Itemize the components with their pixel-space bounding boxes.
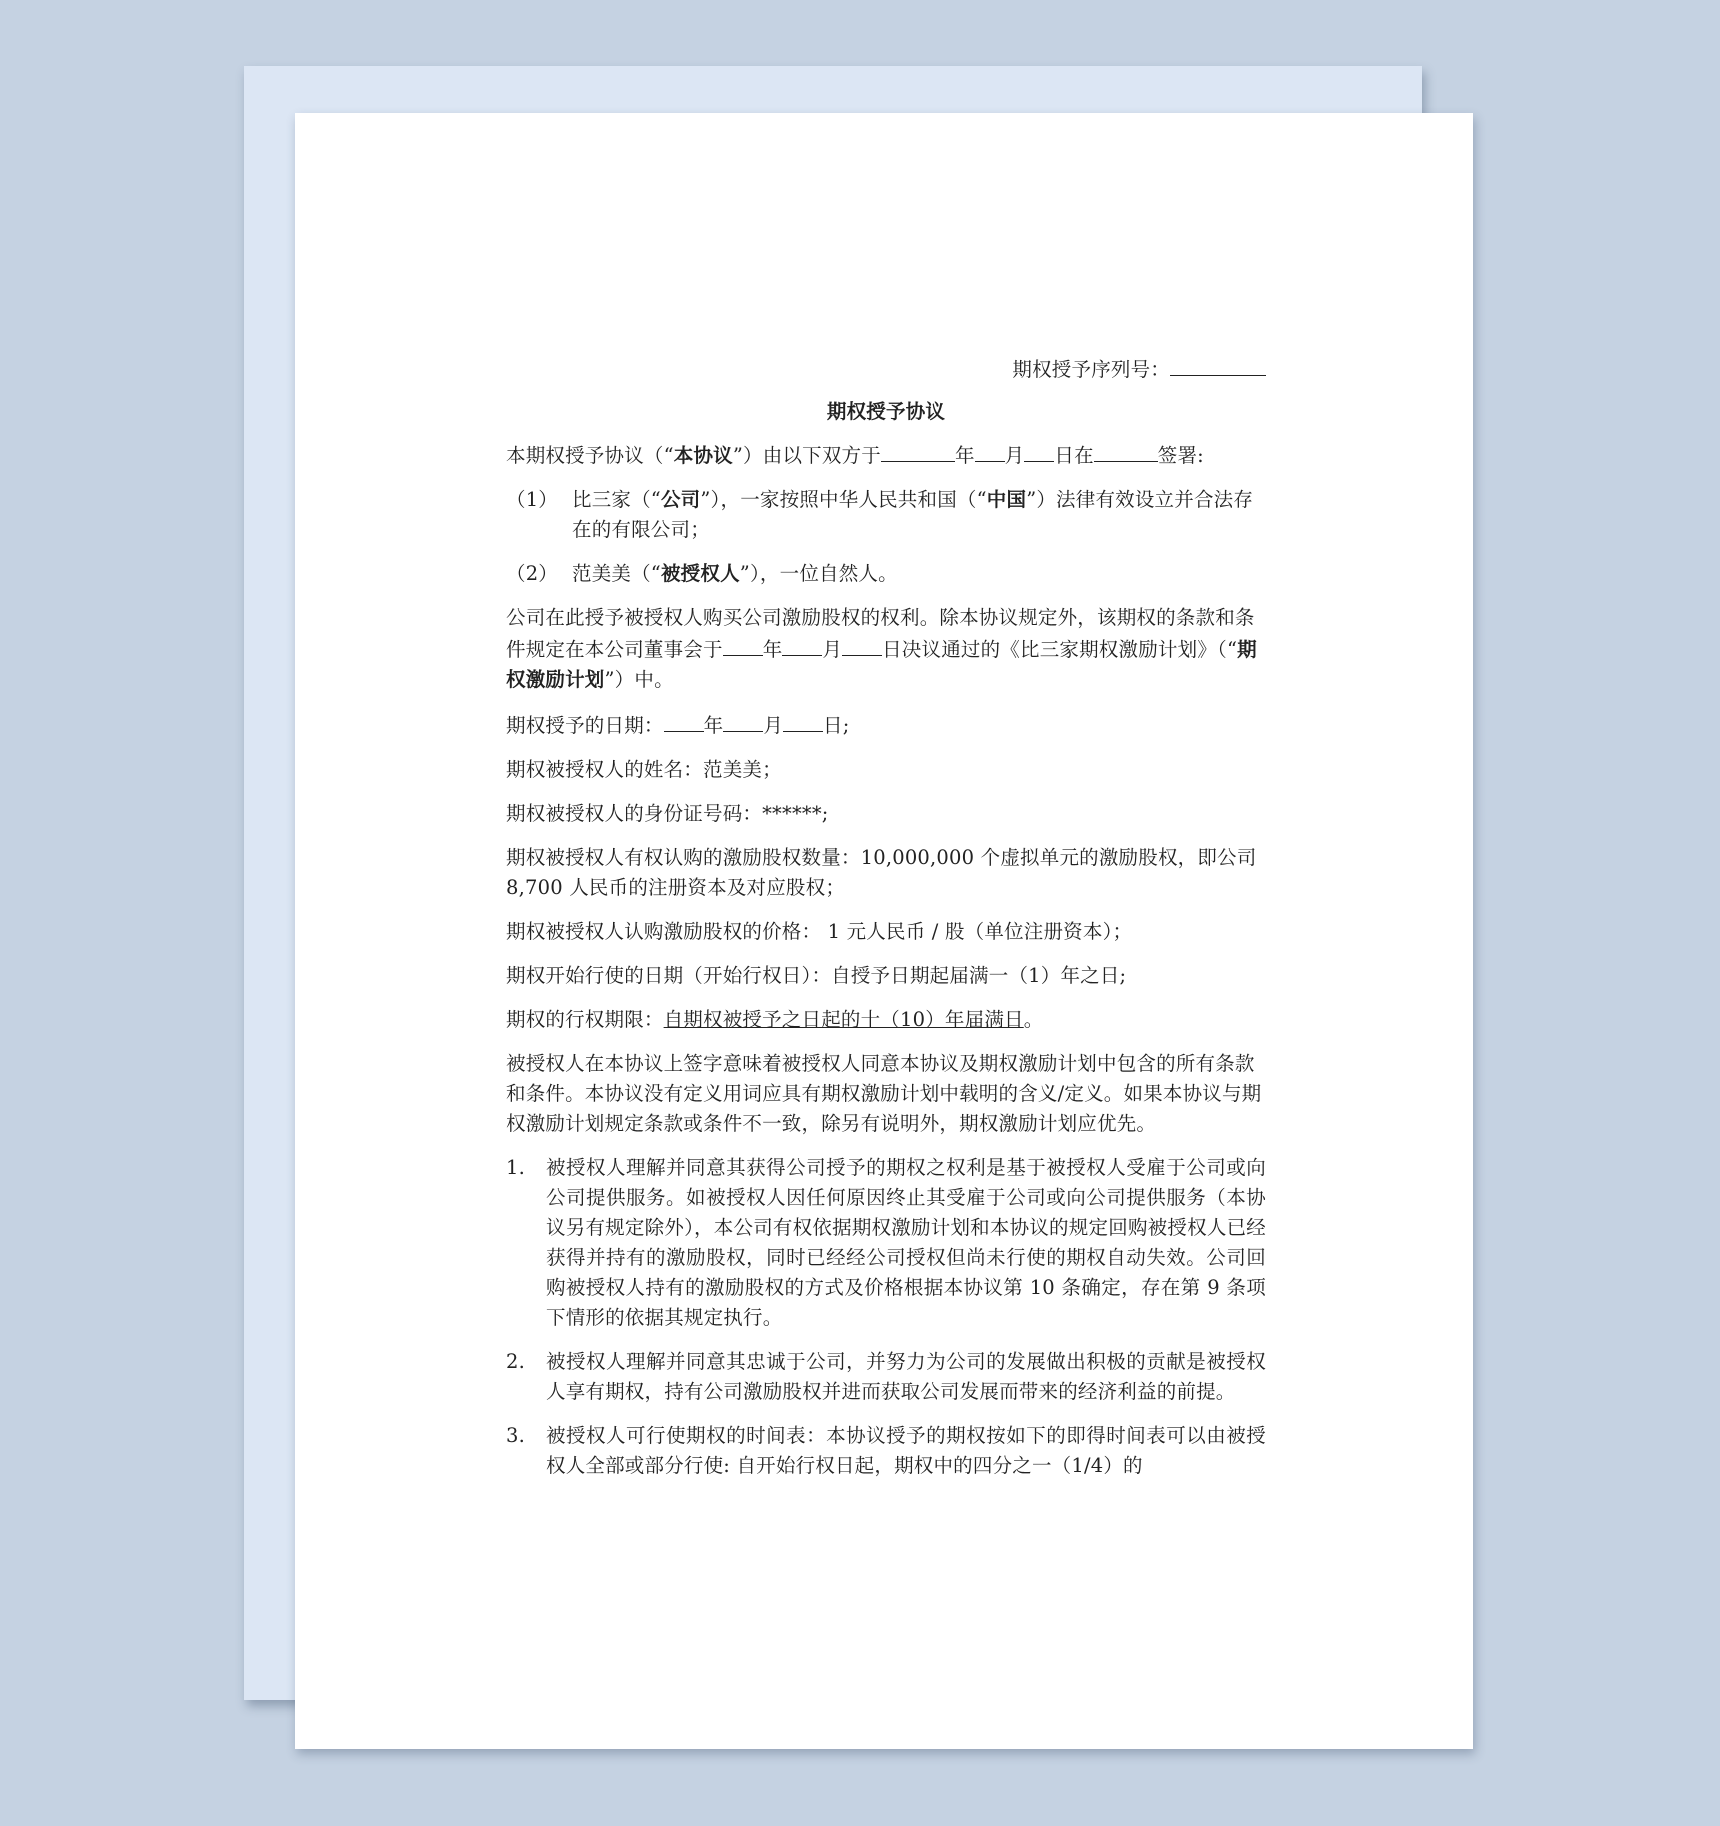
intro-date-blank xyxy=(881,439,955,462)
party-term-company: 公司 xyxy=(660,488,701,511)
list-item-text: 被授权人理解并同意其获得公司授予的期权之权利是基于被授权人受雇于公司或向公司提供服务。如被授权人因任何原因终止其受雇于公司或向公司提供服务（本协议另有规定除外），本公司有权依据期权激励计划和本协议的规定回购被授权人已经获得并持有的激励股权，同时已经经公司授权但尚未行使的期权自动失效。公司回购被授权人持有的激励股权的方式及价格根据本协议第 10 条确定，存在第 9 条项下情形的依据其规定执行。 xyxy=(546,1156,1266,1329)
grant-date-label: 期权授予的日期： xyxy=(506,714,664,737)
party-grantee xyxy=(506,559,1266,589)
intro-term: 本协议 xyxy=(673,444,733,467)
intro-place-blank xyxy=(1094,439,1158,462)
party-number: （1） xyxy=(506,488,559,511)
party-company xyxy=(506,485,1266,545)
grant-term: 期权激励计划 xyxy=(506,638,1257,691)
party-term-china: 中国 xyxy=(986,488,1027,511)
document-title: 期权授予协议 xyxy=(826,400,946,423)
exercise-start-line: 期权开始行使的日期（开始行权日）：自授予日期起届满一（1）年之日; xyxy=(506,964,1127,987)
intro-prefix: 本期权授予协议（“ xyxy=(506,444,674,467)
grant-date-line xyxy=(506,709,1266,741)
grant-date-day-blank xyxy=(783,709,823,732)
grant-date-month-blank xyxy=(723,709,763,732)
grant-text-c: ”）中。 xyxy=(604,668,674,691)
intro-suffix: 签署: xyxy=(1157,444,1204,467)
grant-date-year-blank xyxy=(664,709,704,732)
exercise-term-line xyxy=(506,1005,1266,1035)
intro-day-blank xyxy=(1024,439,1054,462)
party-text-a: 比三家（“ xyxy=(572,488,661,511)
document-page xyxy=(295,113,1473,1749)
grant-text-b: 日决议通过的《比三家期权激励计划》（“ xyxy=(882,638,1238,661)
exercise-term-value: 自期权被授予之日起的十（10）年届满日 xyxy=(663,1008,1024,1031)
list-item-text: 被授权人理解并同意其忠诚于公司，并努力为公司的发展做出积极的贡献是被授权人享有期权，持有公司激励股权并进而获取公司发展而带来的经济利益的前提。 xyxy=(546,1350,1266,1403)
list-item-number: 1. xyxy=(506,1156,526,1179)
list-item-number: 3. xyxy=(506,1424,526,1447)
exercise-term-end: 。 xyxy=(1023,1008,1044,1031)
grantee-id-line: 期权被授权人的身份证号码：******; xyxy=(506,802,829,825)
grant-month: 月 xyxy=(822,638,843,661)
party-term-grantee: 被授权人 xyxy=(660,562,740,585)
intro-month-blank xyxy=(975,439,1005,462)
list-item xyxy=(506,1421,1266,1481)
grant-date-month: 月 xyxy=(763,714,784,737)
serial-label: 期权授予序列号： xyxy=(1012,358,1170,381)
party-text-c: ”）法律有效设立并合法存在的有限公司； xyxy=(572,488,1254,541)
list-item xyxy=(506,1153,1266,1333)
list-item xyxy=(506,1347,1266,1407)
intro-day: 日在 xyxy=(1054,444,1094,467)
party-text-a: 范美美（“ xyxy=(572,562,661,585)
party-text-b: ”），一家按照中华人民共和国（“ xyxy=(700,488,987,511)
grant-year-blank xyxy=(723,633,763,656)
grant-year: 年 xyxy=(762,638,783,661)
price-line: 期权被授权人认购激励股权的价格： 1 元人民币 / 股（单位注册资本）； xyxy=(506,920,1133,943)
document-body xyxy=(506,353,1266,1495)
signing-paragraph: 被授权人在本协议上签字意味着被授权人同意本协议及期权激励计划中包含的所有条款和条件。本协议没有定义用词应具有期权激励计划中载明的含义/定义。如果本协议与期权激励计划规定条款或条件不一致，除另有说明外，期权激励计划应优先。 xyxy=(506,1052,1262,1135)
grant-month-blank xyxy=(782,633,822,656)
serial-blank xyxy=(1170,353,1266,376)
grant-day-blank xyxy=(842,633,882,656)
party-text xyxy=(572,559,1266,589)
intro-year: 年 xyxy=(954,444,975,467)
intro-middle: ”）由以下双方于 xyxy=(732,444,881,467)
list-item-number: 2. xyxy=(506,1350,526,1373)
grant-paragraph xyxy=(506,603,1266,695)
serial-number-line xyxy=(506,353,1266,385)
list-item-text: 被授权人可行使期权的时间表：本协议授予的期权按如下的即得时间表可以由被授权人全部或部分行使: 自开始行权日起，期权中的四分之一（1/4）的 xyxy=(546,1424,1266,1477)
party-text xyxy=(572,485,1266,545)
party-number: （2） xyxy=(506,562,559,585)
exercise-term-label: 期权的行权期限： xyxy=(506,1008,664,1031)
grant-date-day: 日; xyxy=(823,714,850,737)
grant-text-a: 公司在此授予被授权人购买公司激励股权的权利。除本协议规定外，该期权的条款和条件规定在本公司董事会于 xyxy=(506,606,1255,661)
grantee-name-line: 期权被授权人的姓名：范美美； xyxy=(506,758,782,781)
party-text-b: ”），一位自然人。 xyxy=(739,562,898,585)
grant-date-year: 年 xyxy=(703,714,724,737)
quantity-line: 期权被授权人有权认购的激励股权数量：10,000,000 个虚拟单元的激励股权，即公司 8,700 人民币的注册资本及对应股权； xyxy=(506,846,1257,899)
intro-month: 月 xyxy=(1004,444,1025,467)
intro-paragraph xyxy=(506,439,1266,471)
